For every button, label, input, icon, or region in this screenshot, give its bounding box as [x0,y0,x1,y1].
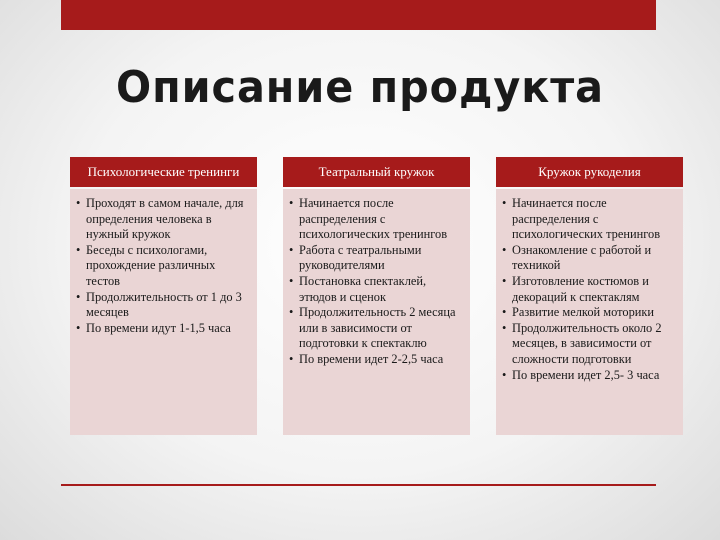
bullet-list [502,196,677,383]
list-item: • Изготовление костюмов и декораций к спектаклям [502,274,677,305]
column-header: Кружок рукоделия [496,157,683,187]
list-item: • Продолжительность около 2 месяцев, в зависимости от сложности подготовки [502,321,677,368]
list-item: • Начинается после распределения с психологических тренингов [502,196,677,243]
column-psychological-trainings [70,157,257,435]
column-header: Психологические тренинги [70,157,257,187]
list-item: • По времени идет 2-2,5 часа [289,352,464,368]
bullet-list [76,196,251,336]
column-body [496,189,683,435]
list-item: • Беседы с психологами, прохождение различных тестов [76,243,251,290]
column-body [283,189,470,435]
list-item: • По времени идут 1-1,5 часа [76,321,251,337]
column-theatre-club [283,157,470,435]
slide-title: Описание продукта [115,62,605,113]
list-item: • Продолжительность 2 месяца или в зависимости от подготовки к спектаклю [289,305,464,352]
list-item: • Ознакомление с работой и техникой [502,243,677,274]
list-item: • Постановка спектаклей, этюдов и сценок [289,274,464,305]
bottom-divider [61,484,656,486]
list-item: • Развитие мелкой моторики [502,305,677,321]
column-header: Театральный кружок [283,157,470,187]
list-item: • Продолжительность от 1 до 3 месяцев [76,290,251,321]
list-item: • По времени идет 2,5- 3 часа [502,368,677,384]
list-item: • Проходят в самом начале, для определения человека в нужный кружок [76,196,251,243]
list-item: • Работа с театральными руководителями [289,243,464,274]
bullet-list [289,196,464,368]
top-accent-bar [61,0,656,30]
list-item: • Начинается после распределения с психологических тренингов [289,196,464,243]
column-handicraft-club [496,157,683,435]
column-body [70,189,257,435]
